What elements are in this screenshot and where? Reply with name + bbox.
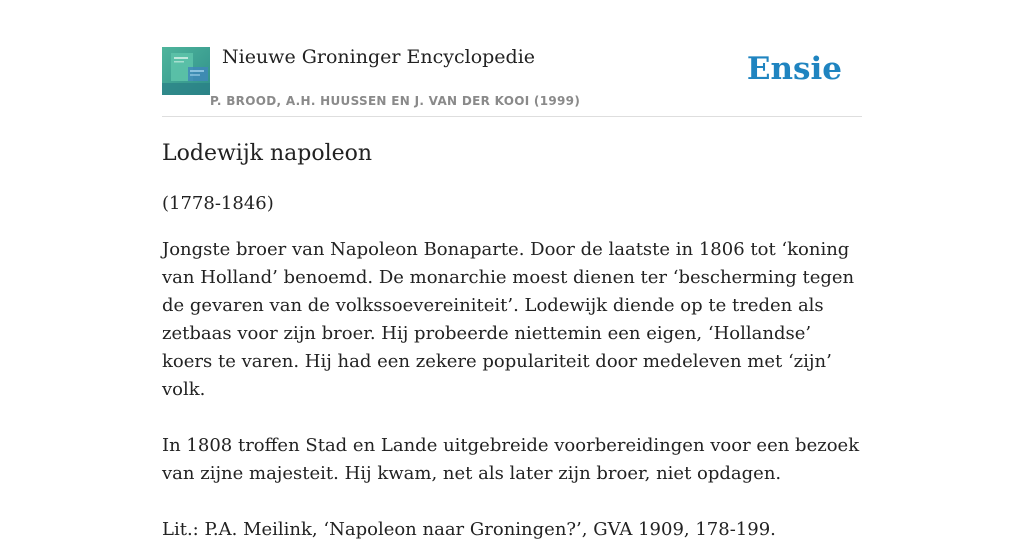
site-header <box>162 0 862 117</box>
ensie-logo-link[interactable]: Ensie <box>746 51 842 87</box>
article <box>162 138 867 544</box>
article-literature: Lit.: P.A. Meilink, ‘Napoleon naar Groningen?’, GVA 1909, 178-199. <box>162 519 776 540</box>
publication-title[interactable]: Nieuwe Groninger Encyclopedie <box>222 46 536 68</box>
publication-authors: P. BROOD, A.H. HUUSSEN EN J. VAN DER KOOI (1999) <box>210 94 581 108</box>
article-title: Lodewijk napoleon <box>162 141 373 166</box>
article-paragraph: In 1808 troffen Stad en Lande uitgebreide voorbereidingen voor een bezoek van zijne majesteit. Hij kwam, net als later zijn broer, niet opdagen. <box>162 435 860 484</box>
publication-logo-icon[interactable] <box>162 47 210 95</box>
article-years: (1778-1846) <box>162 193 274 214</box>
article-paragraph: Jongste broer van Napoleon Bonaparte. Door de laatste in 1806 tot ‘koning van Holland’ benoemd. De monarchie moest dienen ter ‘bescherming tegen de gevaren van de volkssoevereiniteit’. Lodewijk diende op te treden als zetbaas voor zijn broer. Hij probeerde niettemin een eigen, ‘Hollandse’ koers te varen. Hij had een zekere populariteit door medeleven met ‘zijn’ volk. <box>162 239 855 400</box>
